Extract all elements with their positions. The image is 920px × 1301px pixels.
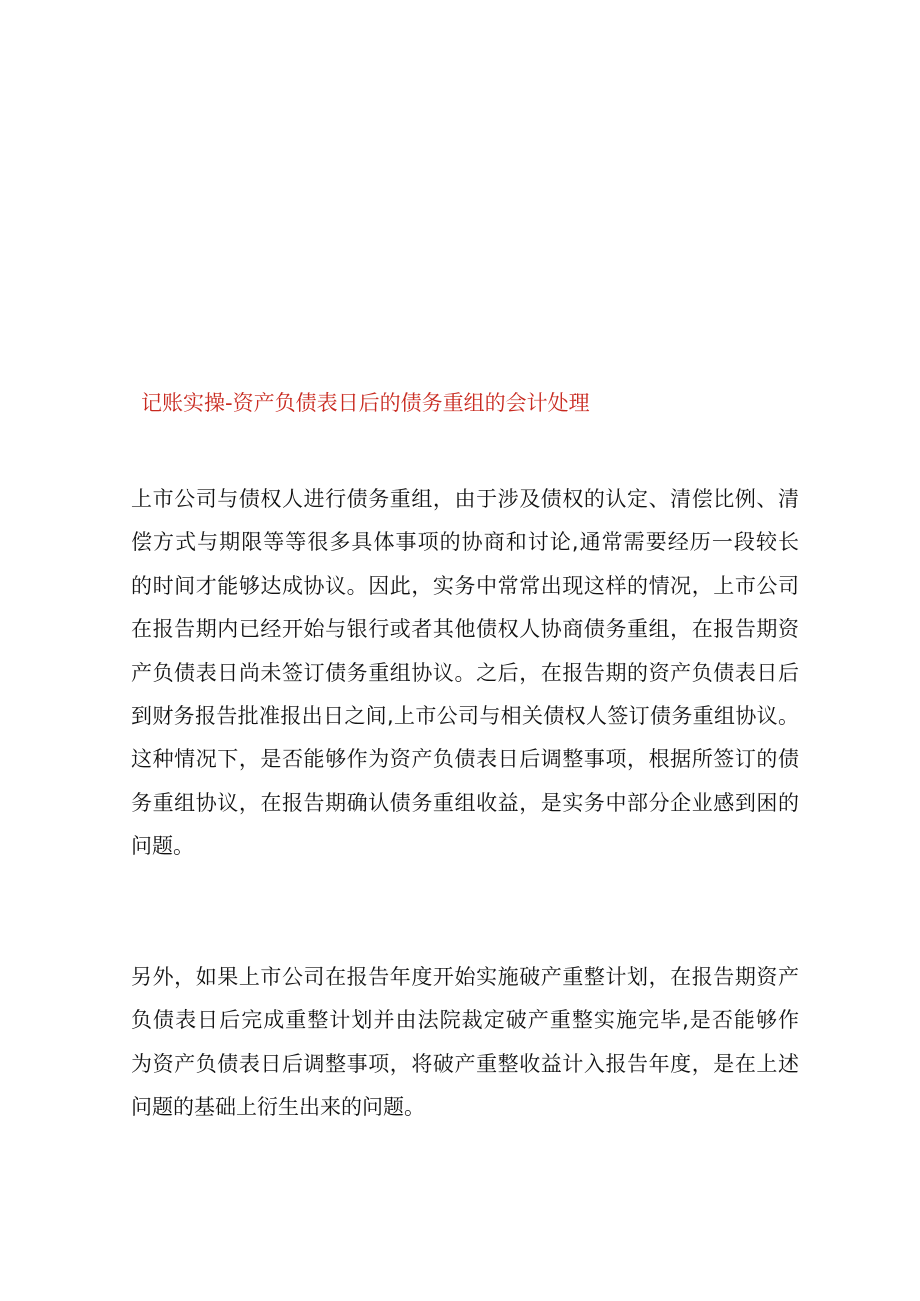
paragraph-line: 的时间才能够达成协议。因此，实务中常常出现这样的情况，上市公司: [131, 573, 799, 598]
paragraph-line: 另外，如果上市公司在报告年度开始实施破产重整计划，在报告期资产: [131, 965, 799, 989]
paragraph-line: 上市公司与债权人进行债务重组，由于涉及债权的认定、清偿比例、清: [131, 487, 799, 511]
paragraph-line: 负债表日后完成重整计划并由法院裁定破产重整实施完毕,是否能够作: [131, 1008, 799, 1033]
paragraph-line: 务重组协议，在报告期确认债务重组收益，是实务中部分企业感到困的: [131, 790, 799, 815]
paragraph-line: 产负债表日尚未签订债务重组协议。之后，在报告期的资产负债表日后: [131, 660, 799, 685]
paragraph-line: 这种情况下，是否能够作为资产负债表日后调整事项，根据所签订的债: [131, 747, 799, 772]
paragraph-line: 问题。: [131, 834, 194, 859]
document-title: 记账实操-资产负债表日后的债务重组的会计处理: [141, 391, 590, 415]
paragraph-line: 问题的基础上衍生出来的问题。: [131, 1095, 425, 1120]
paragraph-line: 在报告期内已经开始与银行或者其他债权人协商债务重组，在报告期资: [131, 617, 799, 642]
paragraph-2: [131, 956, 799, 1130]
paragraph-line: 为资产负债表日后调整事项，将破产重整收益计入报告年度，是在上述: [131, 1051, 799, 1076]
paragraph-line: 偿方式与期限等等很多具体事项的协商和讨论,通常需要经历一段较长: [131, 530, 799, 555]
paragraph-line: 到财务报告批准报出日之间,上市公司与相关债权人签订债务重组协议。: [131, 703, 799, 728]
paragraph-1: [131, 478, 799, 869]
